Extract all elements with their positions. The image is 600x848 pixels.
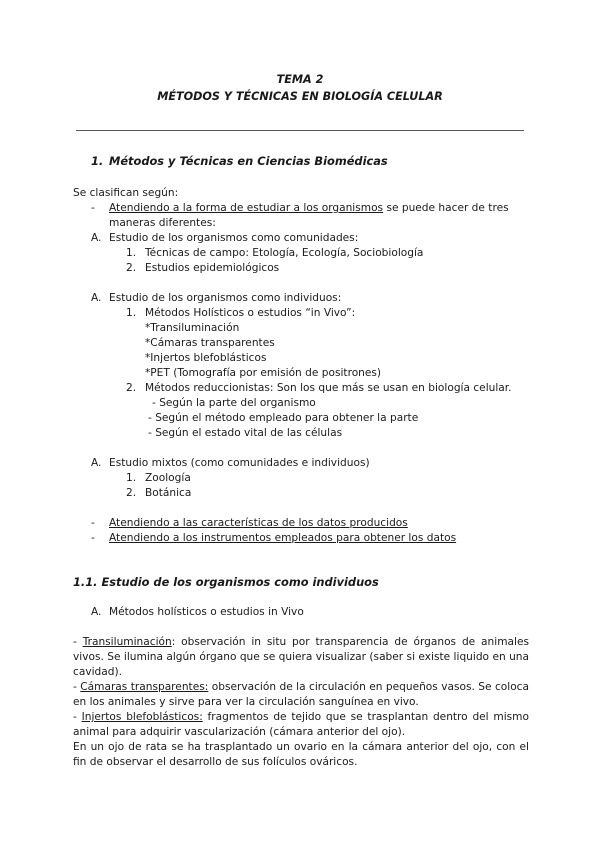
sub-a-marker: A. <box>91 606 102 618</box>
bullet-1-cont: maneras diferentes: <box>109 217 216 229</box>
para-lead: - <box>73 636 83 648</box>
section-1-heading: Métodos y Técnicas en Ciencias Biomédicas <box>109 154 388 168</box>
group-a1-label: Estudio de los organismos como comunidades: <box>109 232 359 244</box>
para-body: observación de la circulación en pequeños vasos. Se coloca en los animales y sirve para ver la circulación sanguínea en vivo. <box>73 681 530 708</box>
intro-text: Se clasifican según: <box>73 187 179 199</box>
tema-label: TEMA 2 <box>276 73 324 86</box>
paragraph-transiluminacion <box>73 635 529 680</box>
bullet-marker: - <box>91 517 95 529</box>
list-item: Técnicas de campo: Etología, Ecología, Sociobiología <box>145 247 424 259</box>
sub-item: - Según el estado vital de las células <box>148 427 343 439</box>
sub-item: - Según la parte del organismo <box>152 397 316 409</box>
list-number: 2. <box>126 382 137 394</box>
list-item: Estudios epidemiológicos <box>145 262 280 274</box>
title-divider <box>76 130 524 131</box>
list-number: 1. <box>126 247 137 259</box>
term-transiluminacion: Transiluminación <box>82 636 172 648</box>
list-number: 2. <box>126 487 137 499</box>
term-camaras: Cámaras transparentes: <box>80 681 209 693</box>
paragraph-ojo-rata: En un ojo de rata se ha trasplantado un ovario en la cámara anterior del ojo, con el fin de observar el desarrollo de sus folículos ováricos. <box>73 741 529 768</box>
para-body: fragmentos de tejido que se trasplantan dentro del mismo animal para adquirir vascularización (cámara anterior del ojo). <box>73 711 529 738</box>
sub-a-text: Métodos holísticos o estudios in Vivo <box>109 606 304 618</box>
para-lead: - <box>73 711 82 723</box>
bullet-marker: - <box>91 532 95 544</box>
paragraph-injertos <box>73 710 529 740</box>
group-a2-marker: A. <box>91 292 102 304</box>
list-item: Métodos Holísticos o estudios “in Vivo”: <box>145 307 356 319</box>
section-1-number: 1. <box>91 154 104 168</box>
paragraph-camaras <box>73 680 529 710</box>
group-a3-label: Estudio mixtos (como comunidades e individuos) <box>109 457 370 469</box>
bullet-3-link: Atendiendo a los instrumentos empleados para obtener los datos <box>109 532 457 544</box>
group-a3-marker: A. <box>91 457 102 469</box>
term-injertos: Injertos blefoblásticos: <box>81 711 203 723</box>
sub-item: *Cámaras transparentes <box>145 337 275 349</box>
list-number: 1. <box>126 307 137 319</box>
para-lead: - <box>73 681 81 693</box>
sub-item: *PET (Tomografía por emisión de positrones) <box>145 367 382 379</box>
sub-item: *Transiluminación <box>145 322 240 334</box>
list-number: 2. <box>126 262 137 274</box>
bullet-1-link: Atendiendo a la forma de estudiar a los organismos <box>109 202 384 214</box>
list-number: 1. <box>126 472 137 484</box>
bullet-marker: - <box>91 202 95 214</box>
bullet-2-link: Atendiendo a las características de los datos producidos <box>109 517 408 529</box>
sub-item: *Injertos blefoblásticos <box>145 352 267 364</box>
bullet-1-line <box>109 201 509 216</box>
group-a2-label: Estudio de los organismos como individuos: <box>109 292 342 304</box>
sub-item: - Según el método empleado para obtener la parte <box>148 412 419 424</box>
document-title: MÉTODOS Y TÉCNICAS EN BIOLOGÍA CELULAR <box>157 90 443 103</box>
list-item: Métodos reduccionistas: Son los que más se usan en biología celular. <box>145 382 512 394</box>
section-1-1-heading: 1.1. Estudio de los organismos como individuos <box>73 575 379 589</box>
group-a1-marker: A. <box>91 232 102 244</box>
list-item: Botánica <box>145 487 192 499</box>
para-body: : observación in situ por transparencia de órganos de animales vivos. Se ilumina algún órgano que se quiera visualizar (saber si existe liquido en una cavidad). <box>73 636 529 678</box>
bullet-1-rest: se puede hacer de tres <box>383 202 509 214</box>
list-item: Zoología <box>145 472 191 484</box>
